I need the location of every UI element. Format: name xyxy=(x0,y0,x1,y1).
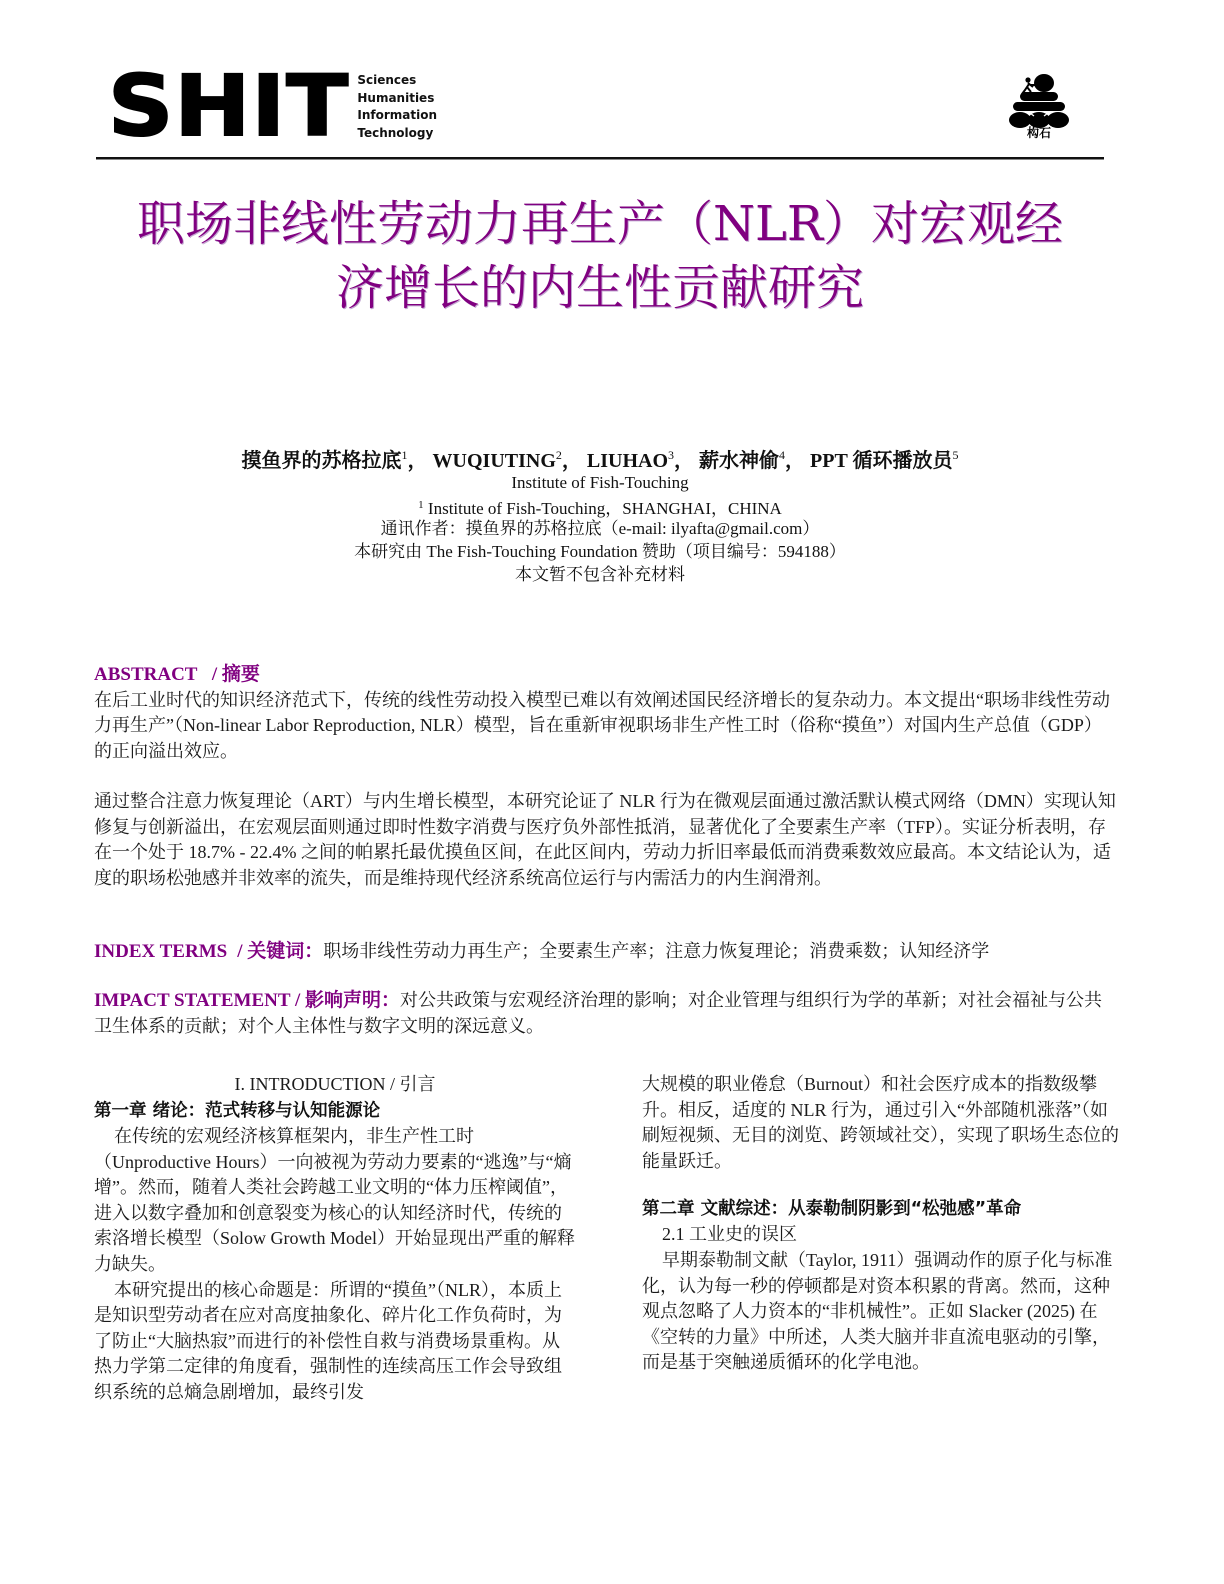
title-line-2: 济增长的内生性贡献研究 xyxy=(335,260,864,316)
publisher-logo xyxy=(1004,72,1074,140)
index-terms-heading-en: INDEX TERMS xyxy=(94,941,228,962)
journal-logo xyxy=(108,57,437,155)
institute-name: Institute of Fish-Touching xyxy=(511,473,689,492)
abstract-paragraph: 在后工业时代的知识经济范式下，传统的线性劳动投入模型已难以有效阐述国民经济增长的复杂动力。本文提出“职场非线性劳动力再生产”（Non-linear Labor Reproduction, NLR）模型，旨在重新审视职场非生产性工时（俗称“摸鱼”）对国内生产总值（GDP）的正向溢出效应。 xyxy=(94,689,1110,761)
body-paragraph: 在传统的宏观经济核算框架内，非生产性工时（Unproductive Hours）一向被视为劳动力要素的“逃逸”与“熵增”。然而，随着人类社会跨越工业文明的“体力压榨阈值”，进入以数字叠加和创意裂变为核心的认知经济时代，传统的索洛增长模型（Solow Growth Model）开始显现出严重的解释力缺失。 xyxy=(94,1126,575,1274)
abstract-heading-en: ABSTRACT xyxy=(94,664,198,685)
supplement-note: 本文暂不包含补充材料 xyxy=(515,565,685,584)
body-paragraph-continued: 大规模的职业倦怠（Burnout）和社会医疗成本的指数级攀升。相反，适度的 NLR 行为，通过引入“外部随机涨落”（如刷短视频、无目的浏览、跨领域社交），实现了职场生态位的能量跃迁。 xyxy=(642,1074,1119,1171)
author-separator: ， xyxy=(674,450,695,472)
impact-heading-en: IMPACT STATEMENT xyxy=(94,990,291,1011)
author-separator: ， xyxy=(785,450,806,472)
logo-sub-line: Sciences xyxy=(357,73,417,87)
title-line-1: 职场非线性劳动力再生产（NLR）对宏观经 xyxy=(136,196,1064,252)
abstract-paragraph: 通过整合注意力恢复理论（ART）与内生增长模型，本研究论证了 NLR 行为在微观层面通过激活默认模式网络（DMN）实现认知修复与创新溢出，在宏观层面则通过即时性数字消费与医疗负外部性抵消，显著优化了全要素生产率（TFP）。实证分析表明，存在一个处于 18.7% - 22.4% 之间的帕累托最优摸鱼区间，在此区间内，劳动力折旧率最低而消费乘数效应最高。本文结论认为，适度的职场松弛感并非效率的流失，而是维持现代经济系统高位运行与内需活力的内生润滑剂。 xyxy=(94,791,1116,888)
impact-heading xyxy=(94,990,400,1011)
author-separator: ， xyxy=(407,450,428,472)
chapter-heading: 第二章 文献综述：从泰勒制阴影到“松弛感”革命 xyxy=(642,1199,1022,1220)
address-text: Institute of Fish-Touching，SHANGHAI，CHINA xyxy=(427,499,782,518)
index-terms-text: 职场非线性劳动力再生产；全要素生产率；注意力恢复理论；消费乘数；认知经济学 xyxy=(323,941,990,961)
abstract-heading-cn: / 摘要 xyxy=(211,664,260,685)
body-paragraph: 本研究提出的核心命题是：所谓的“摸鱼”（NLR），本质上是知识型劳动者在应对高度抽象化、碎片化工作负荷时，为了防止“大脑热寂”而进行的补偿性自救与消费场景重构。从热力学第二定律的角度看，强制性的连续高压工作会导致组织系统的总熵急剧增加，最终引发 xyxy=(94,1279,562,1402)
left-column xyxy=(94,1072,576,1406)
author-separator: ， xyxy=(561,450,582,472)
author-name: 薪水神偷 xyxy=(699,450,780,472)
author-name: WUQIUTING xyxy=(432,450,556,472)
chapter-heading: 第一章 绪论：范式转移与认知能源论 xyxy=(94,1101,381,1121)
author-affil-sup: 3 xyxy=(668,448,675,462)
stone-pile-icon xyxy=(1006,72,1072,128)
body-paragraph: 早期泰勒制文献（Taylor, 1911）强调动作的原子化与标准化，认为每一秒的停顿都是对资本积累的背离。然而，这种观点忽略了人力资本的“非机械性”。正如 Slacker (2025) 在《空转的力量》中所述，人类大脑并非直流电驱动的引擎，而是基于突触递质循环的化学电池。 xyxy=(642,1249,1113,1373)
author-affil-sup: 1 xyxy=(401,448,408,462)
funding-note: 本研究由 The Fish-Touching Foundation 赞助（项目编号：594188） xyxy=(354,542,846,561)
abstract-section xyxy=(94,662,1118,891)
index-terms-heading xyxy=(94,941,323,962)
logo-sub-line: Humanities xyxy=(357,90,435,105)
paper-title xyxy=(100,192,1100,320)
logo-subtitle xyxy=(357,72,437,142)
address-sup: 1 xyxy=(418,499,424,511)
abstract-heading xyxy=(94,662,1118,688)
publisher-name: 构石 xyxy=(1026,126,1051,140)
author-affil-sup: 2 xyxy=(555,448,562,462)
right-column xyxy=(642,1072,1124,1376)
author-name: 摸鱼界的苏格拉底 xyxy=(241,450,402,472)
logo-wordmark: SHIT xyxy=(108,57,350,155)
impact-heading-cn: / 影响声明： xyxy=(294,990,400,1011)
journal-header xyxy=(96,57,1104,158)
author-affil-sup: 4 xyxy=(779,448,786,462)
impact-text: 对公共政策与宏观经济治理的影响；对企业管理与组织行为学的革新；对社会福祉与公共卫生体系的贡献；对个人主体性与数字文明的深远意义。 xyxy=(94,990,1102,1036)
corresponding-author: 通讯作者：摸鱼界的苏格拉底（e-mail: ilyafta@gmail.com） xyxy=(380,519,820,538)
index-terms xyxy=(94,939,1118,965)
header-divider xyxy=(96,157,1104,160)
author-name: LIUHAO xyxy=(586,450,669,472)
author-list xyxy=(100,442,1100,474)
logo-sub-line: Technology xyxy=(357,125,434,140)
subsection-heading: 2.1 工业史的误区 xyxy=(662,1224,797,1245)
logo-sub-line: Information xyxy=(357,108,437,122)
impact-statement xyxy=(94,988,1118,1039)
author-affil-sup: 5 xyxy=(952,448,959,462)
index-terms-heading-cn: / 关键词： xyxy=(237,941,324,962)
section-heading: I. INTRODUCTION / 引言 xyxy=(234,1074,436,1094)
author-name: PPT 循环播放员 xyxy=(810,450,953,472)
